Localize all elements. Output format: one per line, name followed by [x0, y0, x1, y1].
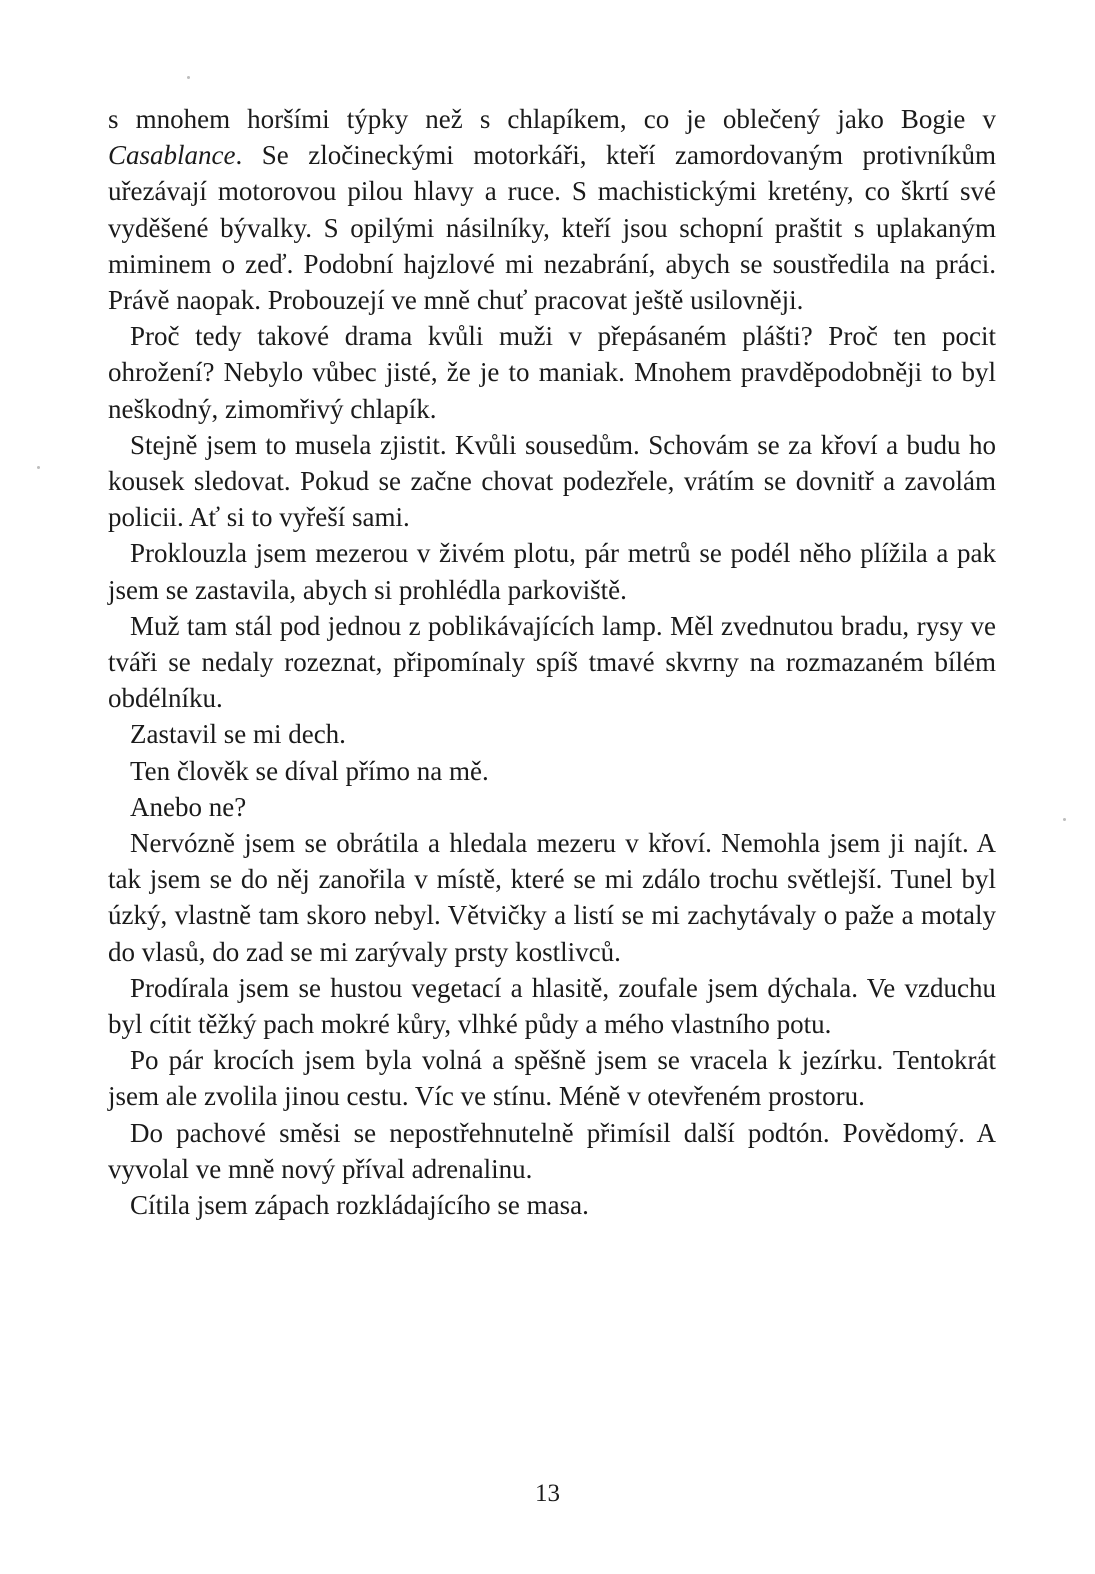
text-run: Zastavil se mi dech. [130, 719, 346, 750]
paragraph [108, 101, 996, 318]
text-run: Anebo ne? [130, 791, 247, 822]
paragraph [108, 608, 996, 717]
paragraph [108, 427, 996, 536]
text-run: Proklouzla jsem mezerou v živém plotu, pár metrů se podél něho plížila a pak jsem se zastavila, abych si prohlédla parkoviště. [108, 538, 996, 605]
paragraph [108, 1042, 996, 1114]
paragraph [108, 789, 996, 825]
text-run: Ten člověk se díval přímo na mě. [130, 755, 489, 786]
text-run: Cítila jsem zápach rozkládajícího se masa. [130, 1190, 589, 1221]
text-run: Muž tam stál pod jednou z poblikávajících lamp. Měl zvednutou bradu, rysy ve tváři se nedaly rozeznat, připomínaly spíš tmavé skvrny na rozmazaném bílém obdélníku. [108, 610, 996, 714]
text-run: Do pachové směsi se nepostřehnutelně přimísil další podtón. Povědomý. A vyvolal ve mně nový příval adrenalinu. [108, 1117, 996, 1184]
paper-speck [37, 466, 40, 469]
paragraph [108, 716, 996, 752]
text-run: s mnohem horšími týpky než s chlapíkem, co je oblečený jako Bogie v [108, 104, 996, 134]
text-run: Stejně jsem to musela zjistit. Kvůli sousedům. Schovám se za křoví a budu ho kousek sledovat. Pokud se začne chovat podezřele, vrátím se dovnitř a zavolám policii. Ať si to vyřeší sami. [108, 429, 996, 533]
text-run: Prodírala jsem se hustou vegetací a hlasitě, zoufale jsem dýchala. Ve vzduchu byl cítit těžký pach mokré kůry, vlhké půdy a mého vlastního potu. [108, 972, 996, 1040]
paper-speck [1063, 818, 1066, 821]
text-run: Nervózně jsem se obrátila a hledala mezeru v křoví. Nemohla jsem ji najít. A tak jsem se do něj zanořila v místě, které se mi zdálo trochu světlejší. Tunel byl úzký, vlastně tam skoro nebyl. Větvičky a listí se mi zachytávaly o paže a motaly do vlasů, do zad se mi zarývaly prsty kostlivců. [108, 828, 996, 967]
text-run: Po pár krocích jsem byla volná a spěšně jsem se vracela k jezírku. Tentokrát jsem ale zvolila jinou cestu. Víc ve stínu. Méně v otevřeném prostoru. [108, 1045, 996, 1112]
text-run: Proč tedy takové drama kvůli muži v přepásaném plášti? Proč ten pocit ohrožení? Nebylo vůbec jisté, že je to maniak. Mnohem pravděpodobněji to byl neškodný, zimomřivý chlapík. [108, 321, 996, 424]
body-text [108, 101, 996, 1223]
paragraph [108, 1187, 996, 1223]
text-run: . Se zločineckými motorkáři, kteří zamordovaným protivníkům uřezávají motorovou pilou hlavy a ruce. S machistickými kretény, co škrtí své vyděšené bývalky. S opilými násilníky, kteří jsou schopní praštit s uplakaným miminem o zeď. Podobní hajzlové mi nezabrání, abych se soustředila na práci. Právě naopak. Probouzejí ve mně chuť pracovat ještě usilovněji. [108, 140, 996, 316]
paper-speck [187, 76, 190, 79]
paragraph [108, 753, 996, 789]
paragraph [108, 825, 996, 970]
paragraph [108, 318, 996, 427]
italic-title: Casablance [108, 140, 236, 171]
paragraph [108, 970, 996, 1042]
page-number: 13 [535, 1480, 560, 1507]
paragraph [108, 1115, 996, 1187]
paragraph [108, 535, 996, 607]
